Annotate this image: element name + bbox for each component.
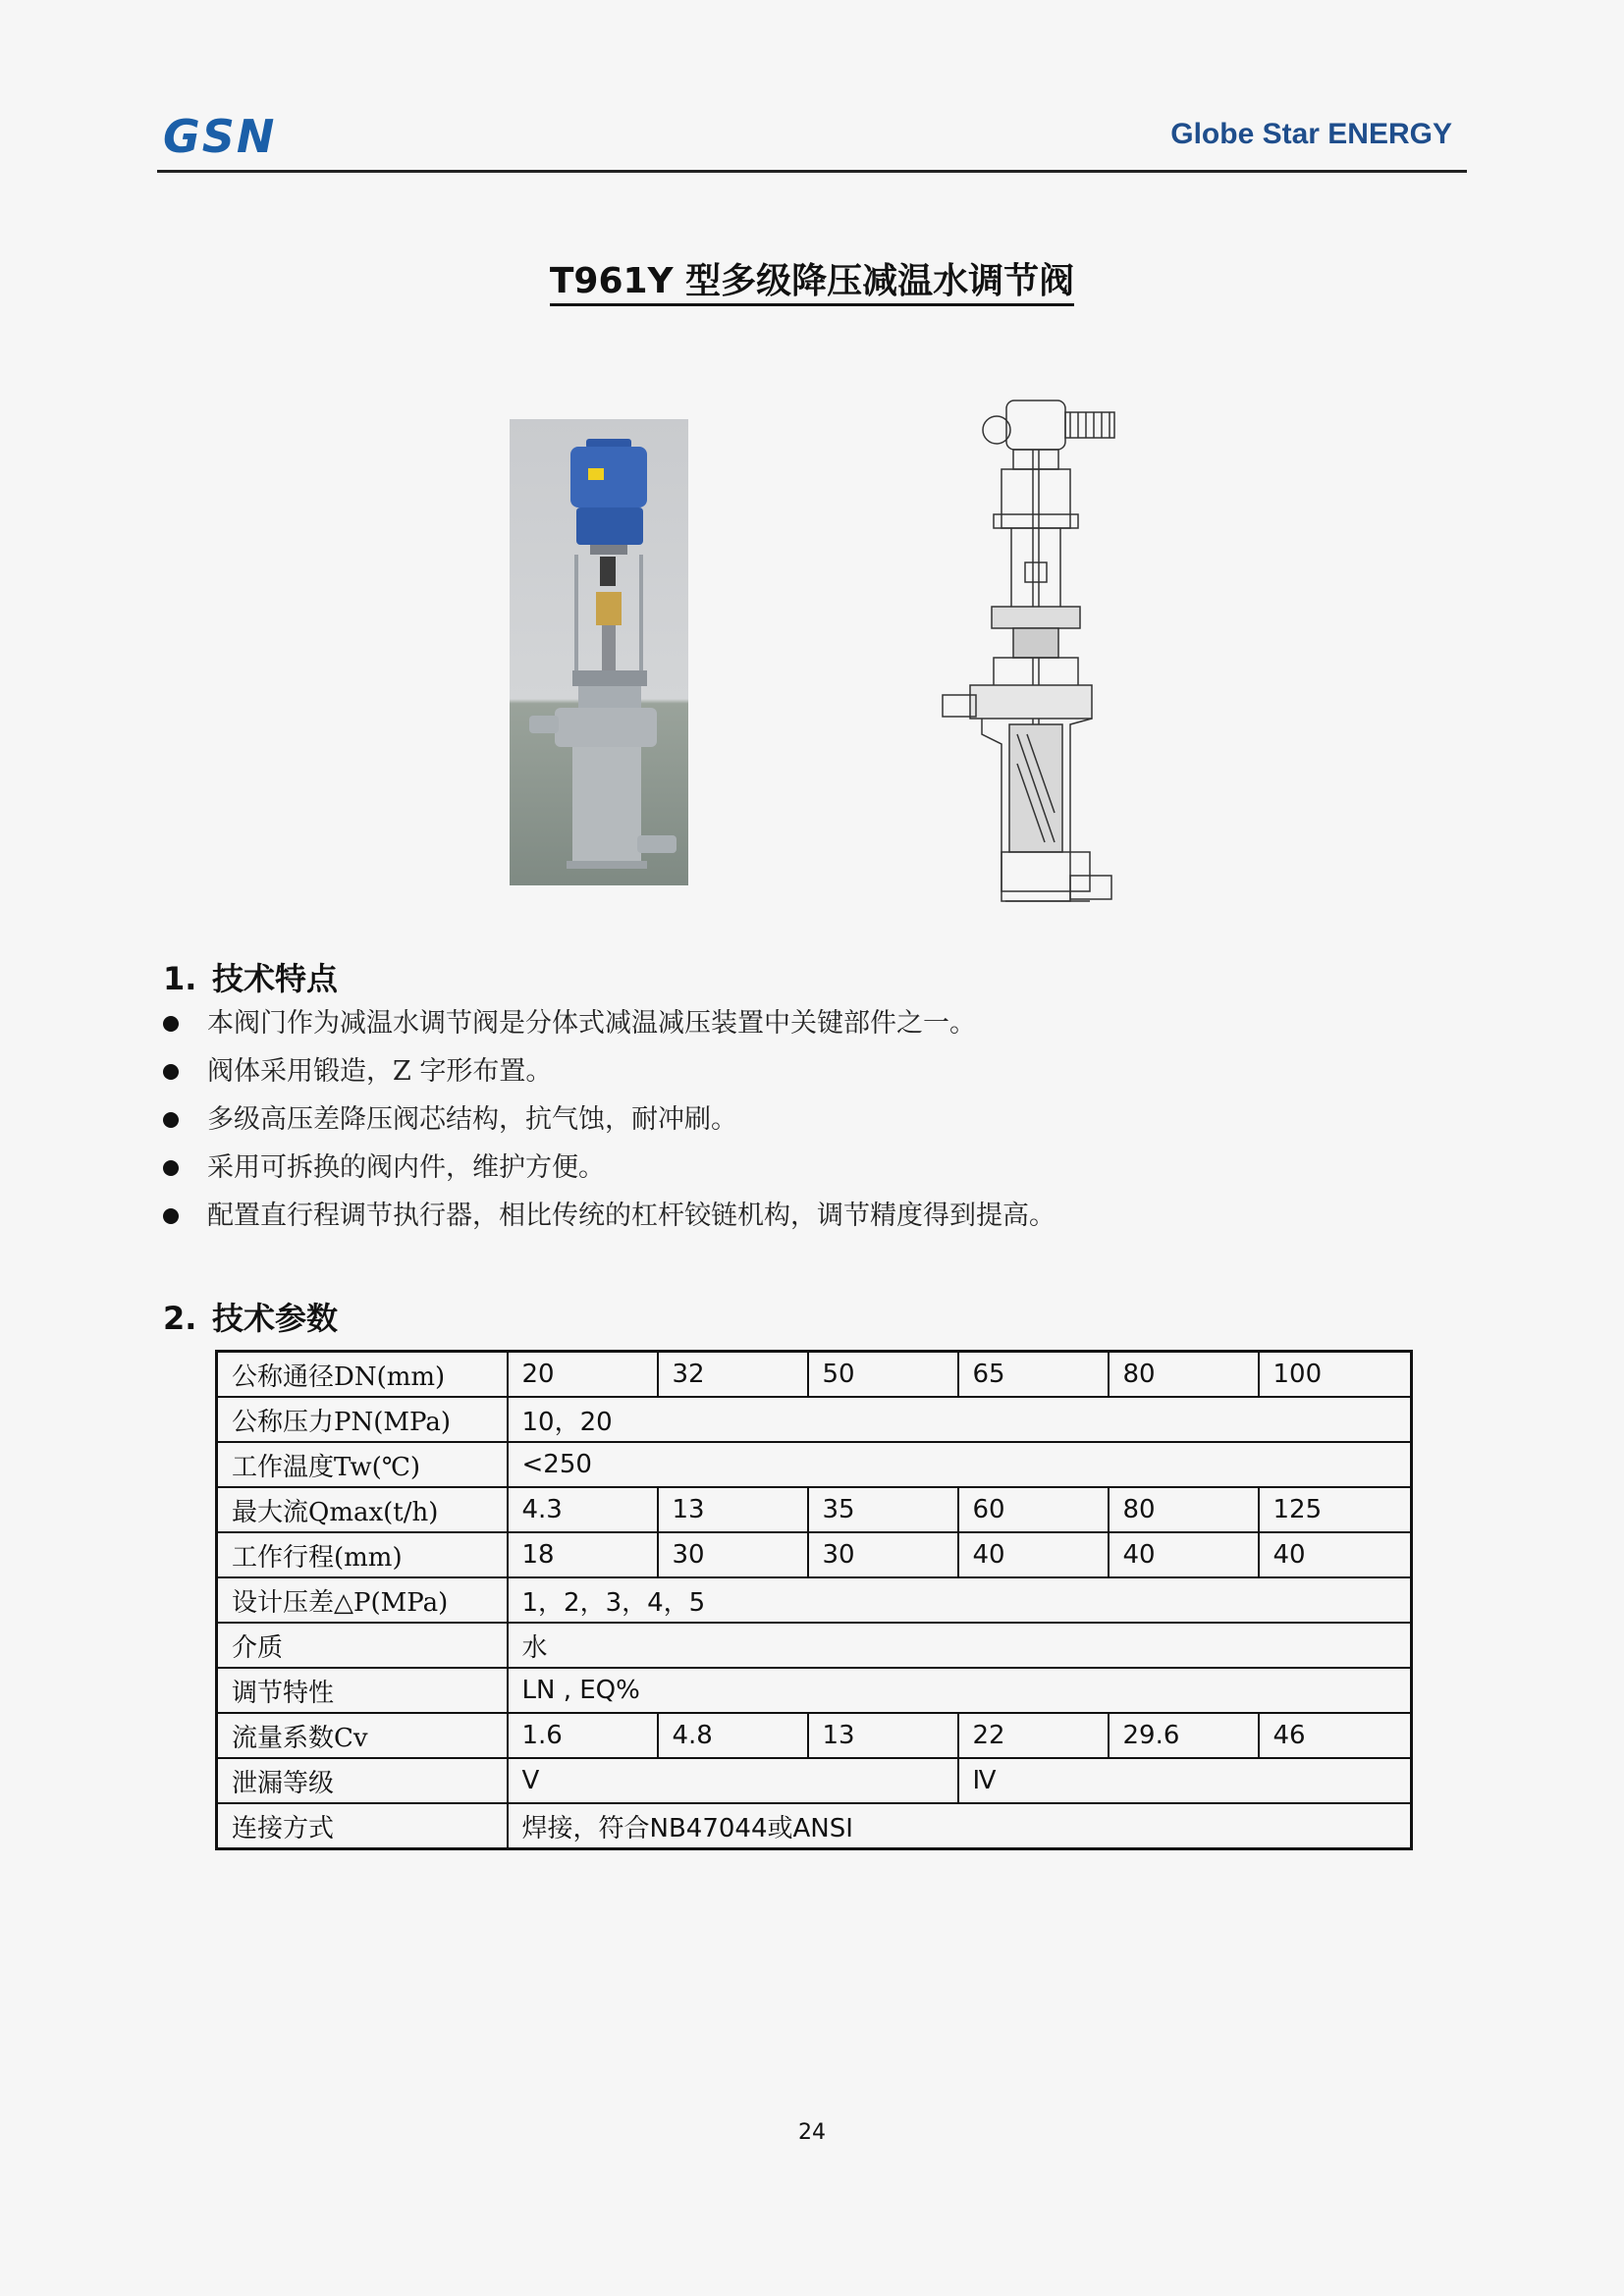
table-row: [217, 1623, 1412, 1668]
param-value: 18: [508, 1532, 658, 1577]
feature-text: 多级高压差降压阀芯结构，抗气蚀，耐冲刷。: [207, 1104, 737, 1135]
valve-photo-illustration: [510, 419, 688, 885]
section-title: 技术特点: [212, 960, 339, 997]
param-label: 公称压力PN(MPa): [217, 1397, 508, 1442]
table-row: [217, 1668, 1412, 1713]
list-item: [163, 1047, 1056, 1095]
param-value: 40: [1259, 1532, 1412, 1577]
bullet-icon: [163, 1160, 179, 1176]
param-value: 125: [1259, 1487, 1412, 1532]
table-row: [217, 1803, 1412, 1849]
param-label: 工作温度Tw(℃): [217, 1442, 508, 1487]
bullet-icon: [163, 1112, 179, 1128]
gsn-logo: GSN: [163, 110, 277, 163]
param-value: 32: [658, 1352, 808, 1398]
section-number: 1.: [163, 960, 197, 997]
header-rule: [157, 170, 1467, 173]
table-row: [217, 1713, 1412, 1758]
section-number: 2.: [163, 1300, 197, 1337]
feature-text: 配置直行程调节执行器，相比传统的杠杆铰链机构，调节精度得到提高。: [207, 1201, 1056, 1231]
param-value: 30: [808, 1532, 958, 1577]
features-list: [163, 999, 1056, 1240]
bullet-icon: [163, 1064, 179, 1080]
param-label: 工作行程(mm): [217, 1532, 508, 1577]
table-row: [217, 1487, 1412, 1532]
param-label: 介质: [217, 1623, 508, 1668]
param-value: 20: [508, 1352, 658, 1398]
param-value: 50: [808, 1352, 958, 1398]
feature-text: 阀体采用锻造，Z 字形布置。: [207, 1056, 553, 1087]
param-label: 最大流Qmax(t/h): [217, 1487, 508, 1532]
valve-photo: [510, 419, 688, 885]
param-value: 水: [508, 1623, 1412, 1668]
valve-section-svg: [923, 391, 1129, 926]
param-value: V: [508, 1758, 958, 1803]
list-item: [163, 1144, 1056, 1192]
section-params-heading: [163, 1294, 338, 1339]
param-label: 公称通径DN(mm): [217, 1352, 508, 1398]
brand-name: Globe Star ENERGY: [1170, 118, 1452, 150]
param-value: 22: [958, 1713, 1109, 1758]
list-item: [163, 1192, 1056, 1240]
bullet-icon: [163, 1016, 179, 1032]
param-value: 80: [1109, 1352, 1259, 1398]
list-item: [163, 999, 1056, 1047]
param-value: 13: [808, 1713, 958, 1758]
param-value: 65: [958, 1352, 1109, 1398]
param-value: 80: [1109, 1487, 1259, 1532]
param-value: 35: [808, 1487, 958, 1532]
table-row: [217, 1442, 1412, 1487]
feature-text: 本阀门作为减温水调节阀是分体式减温减压装置中关键部件之一。: [207, 1008, 976, 1039]
param-value: 30: [658, 1532, 808, 1577]
param-value: 29.6: [1109, 1713, 1259, 1758]
list-item: [163, 1095, 1056, 1144]
param-value: 60: [958, 1487, 1109, 1532]
param-label: 流量系数Cv: [217, 1713, 508, 1758]
section-features-heading: [163, 954, 338, 999]
param-label: 调节特性: [217, 1668, 508, 1713]
table-row: [217, 1577, 1412, 1623]
param-value: Ⅳ: [958, 1758, 1412, 1803]
page-title-text: T961Y 型多级降压减温水调节阀: [550, 261, 1074, 306]
feature-text: 采用可拆换的阀内件，维护方便。: [207, 1152, 605, 1183]
param-value: 1.6: [508, 1713, 658, 1758]
page-number: 24: [798, 2120, 826, 2145]
param-value: 4.3: [508, 1487, 658, 1532]
table-row: [217, 1758, 1412, 1803]
table-row: [217, 1352, 1412, 1398]
param-value: 100: [1259, 1352, 1412, 1398]
params-table: [215, 1350, 1413, 1850]
param-value: LN , EQ%: [508, 1668, 1412, 1713]
param-value: 40: [1109, 1532, 1259, 1577]
param-label: 连接方式: [217, 1803, 508, 1849]
section-title: 技术参数: [212, 1300, 339, 1337]
param-label: 泄漏等级: [217, 1758, 508, 1803]
param-value: 40: [958, 1532, 1109, 1577]
table-row: [217, 1532, 1412, 1577]
param-value: 1，2，3，4，5: [508, 1577, 1412, 1623]
param-value: <250: [508, 1442, 1412, 1487]
bullet-icon: [163, 1208, 179, 1224]
param-value: 10，20: [508, 1397, 1412, 1442]
param-value: 13: [658, 1487, 808, 1532]
param-value: 4.8: [658, 1713, 808, 1758]
param-value: 焊接，符合NB47044或ANSI: [508, 1803, 1412, 1849]
table-row: [217, 1397, 1412, 1442]
page-title: [0, 253, 1624, 303]
valve-section-drawing: [923, 391, 1129, 926]
param-value: 46: [1259, 1713, 1412, 1758]
param-label: 设计压差△P(MPa): [217, 1577, 508, 1623]
